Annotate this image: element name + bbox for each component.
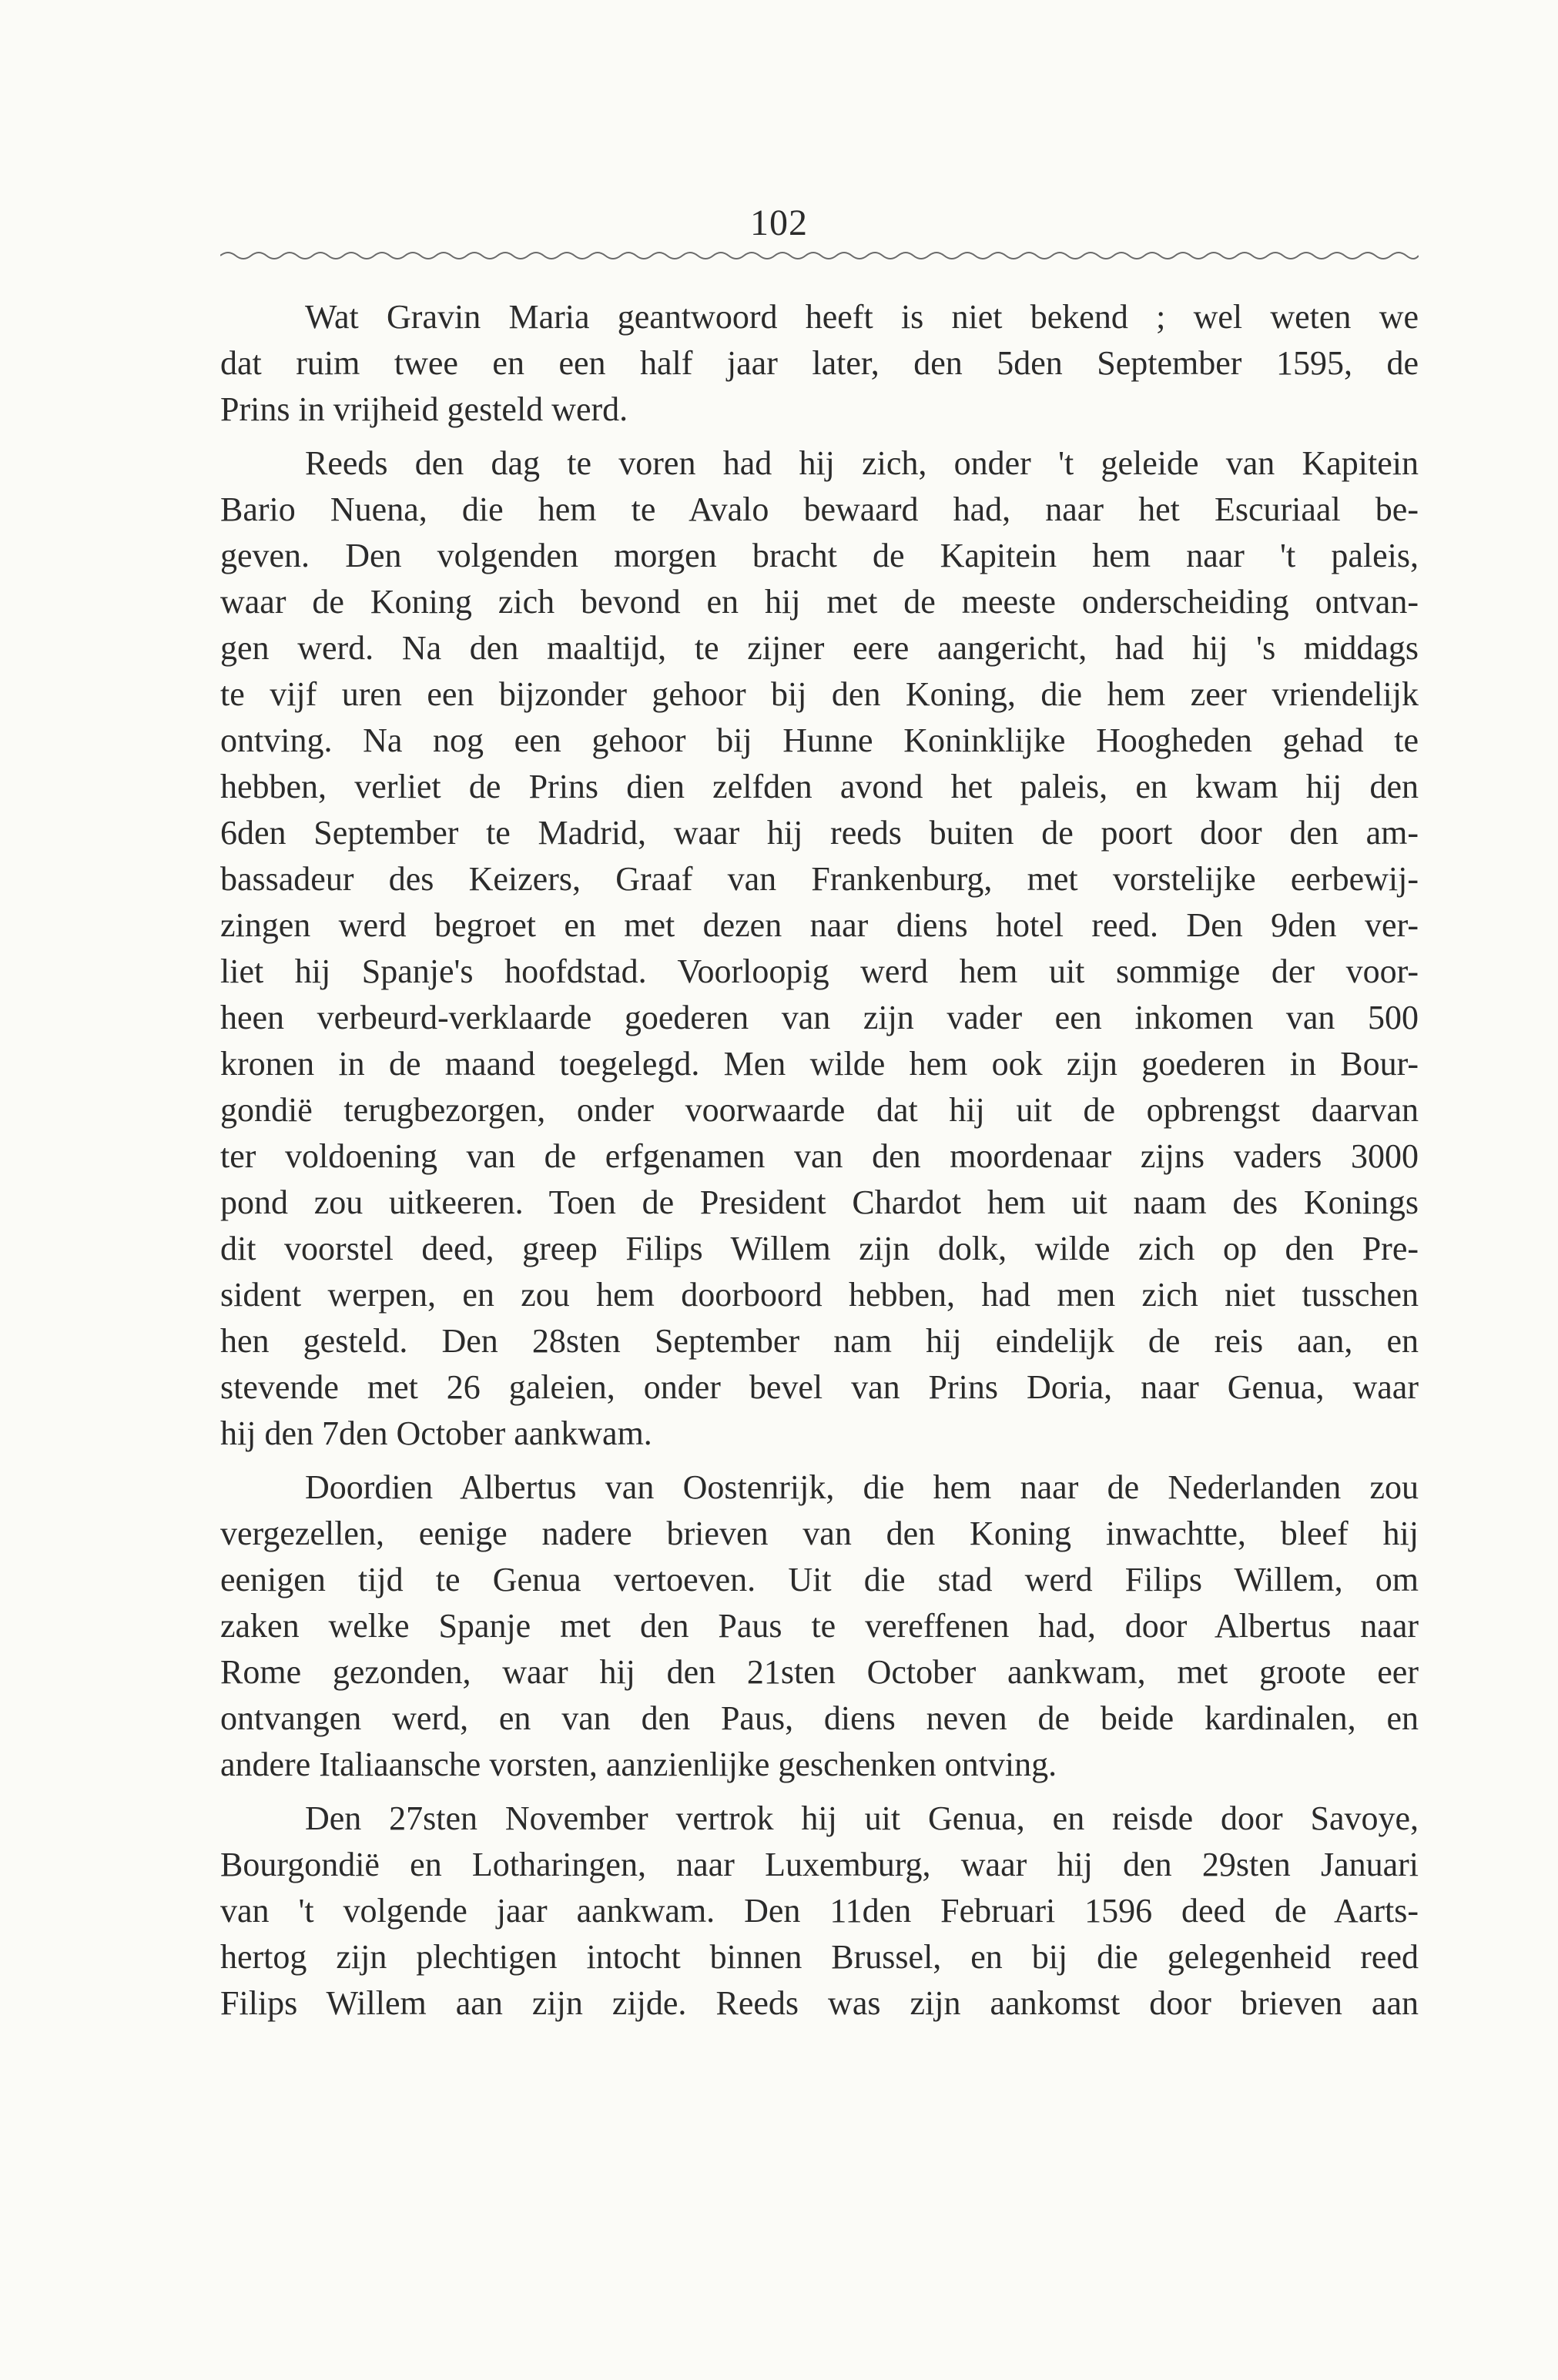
text-line: zaken welke Spanje met den Paus te vereffenen had, door Albertus naar <box>220 1607 1419 1645</box>
text-line: dat ruim twee en een half jaar later, den 5den September 1595, de <box>220 344 1419 382</box>
text-line: geven. Den volgenden morgen bracht de Kapitein hem naar 't paleis, <box>220 537 1419 574</box>
text-line: Rome gezonden, waar hij den 21sten October aankwam, met groote eer <box>220 1653 1419 1691</box>
text-line: eenigen tijd te Genua vertoeven. Uit die stad werd Filips Willem, om <box>220 1561 1419 1598</box>
page-number: 102 <box>750 203 808 243</box>
text-line: Bourgondië en Lotharingen, naar Luxemburg, waar hij den 29sten Januari <box>220 1846 1419 1883</box>
text-line: waar de Koning zich bevond en hij met de meeste onderscheiding ontvan- <box>220 583 1419 621</box>
text-line: sident werpen, en zou hem doorboord hebben, had men zich niet tusschen <box>220 1276 1419 1314</box>
text-line: heen verbeurd-verklaarde goederen van zijn vader een inkomen van 500 <box>220 999 1419 1036</box>
text-line: Prins in vrijheid gesteld werd. <box>220 390 628 428</box>
text-line: Den 27sten November vertrok hij uit Genua, en reisde door Savoye, <box>305 1799 1419 1837</box>
text-line: hebben, verliet de Prins dien zelfden avond het paleis, en kwam hij den <box>220 768 1419 805</box>
text-line: Doordien Albertus van Oostenrijk, die hem naar de Nederlanden zou <box>305 1468 1419 1506</box>
text-line: ter voldoening van de erfgenamen van den moordenaar zijns vaders 3000 <box>220 1137 1419 1175</box>
text-line: andere Italiaansche vorsten, aanzienlijke geschenken ontving. <box>220 1746 1057 1783</box>
body-text <box>220 294 1419 2027</box>
text-line: kronen in de maand toegelegd. Men wilde hem ook zijn goederen in Bour- <box>220 1045 1419 1083</box>
text-line: Wat Gravin Maria geantwoord heeft is niet bekend ; wel weten we <box>305 298 1419 336</box>
text-line: bassadeur des Keizers, Graaf van Frankenburg, met vorstelijke eerbewij- <box>220 860 1419 898</box>
text-line: hertog zijn plechtigen intocht binnen Brussel, en bij die gelegenheid reed <box>220 1938 1419 1976</box>
paragraph-2 <box>220 440 1419 1457</box>
text-line: vergezellen, eenige nadere brieven van den Koning inwachtte, bleef hij <box>220 1515 1419 1552</box>
paragraph-1 <box>220 294 1419 433</box>
text-line: gondië terugbezorgen, onder voorwaarde dat hij uit de opbrengst daarvan <box>220 1091 1419 1129</box>
text-line: stevende met 26 galeien, onder bevel van Prins Doria, naar Genua, waar <box>220 1368 1419 1406</box>
text-line: ontving. Na nog een gehoor bij Hunne Koninklijke Hoogheden gehad te <box>220 721 1419 759</box>
text-line: te vijf uren een bijzonder gehoor bij den Koning, die hem zeer vriendelijk <box>220 675 1419 713</box>
text-line: liet hij Spanje's hoofdstad. Voorloopig werd hem uit sommige der voor- <box>220 952 1419 990</box>
text-line: 6den September te Madrid, waar hij reeds buiten de poort door den am- <box>220 814 1419 852</box>
wavy-rule <box>220 248 1419 263</box>
paragraph-3 <box>220 1464 1419 1788</box>
text-line: hen gesteld. Den 28sten September nam hij eindelijk de reis aan, en <box>220 1322 1419 1360</box>
text-line: hij den 7den October aankwam. <box>220 1414 652 1452</box>
text-line: dit voorstel deed, greep Filips Willem zijn dolk, wilde zich op den Pre- <box>220 1230 1419 1267</box>
text-line: van 't volgende jaar aankwam. Den 11den Februari 1596 deed de Aarts- <box>220 1892 1419 1930</box>
text-line: ontvangen werd, en van den Paus, diens neven de beide kardinalen, en <box>220 1699 1419 1737</box>
text-line: Filips Willem aan zijn zijde. Reeds was zijn aankomst door brieven aan <box>220 1984 1419 2022</box>
text-line: gen werd. Na den maaltijd, te zijner eere aangericht, had hij 's middags <box>220 629 1419 667</box>
paragraph-4 <box>220 1796 1419 2027</box>
text-line: Bario Nuena, die hem te Avalo bewaard had, naar het Escuriaal be- <box>220 490 1419 528</box>
text-line: pond zou uitkeeren. Toen de President Chardot hem uit naam des Konings <box>220 1183 1419 1221</box>
text-line: zingen werd begroet en met dezen naar diens hotel reed. Den 9den ver- <box>220 906 1419 944</box>
text-line: Reeds den dag te voren had hij zich, onder 't geleide van Kapitein <box>305 444 1419 482</box>
